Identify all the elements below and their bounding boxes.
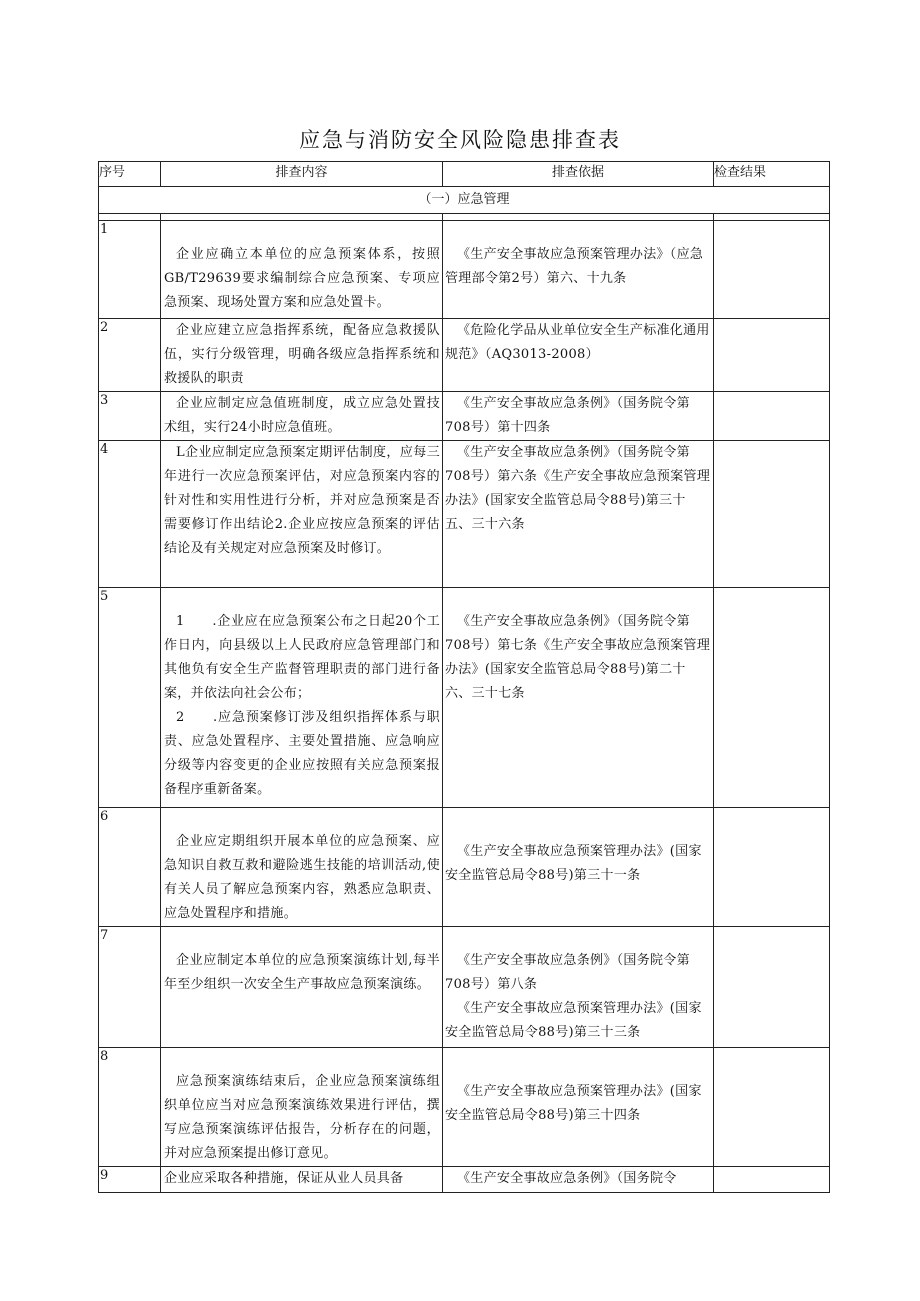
row-result: [714, 588, 830, 808]
section-title: （一）应急管理: [99, 187, 830, 214]
row-basis: 《生产安全事故应急条例》（国务院令第708号）第六条《生产安全事故应急预案管理办法》(国家安全监管总局令88号)第三十五、三十六条: [443, 441, 714, 588]
col-header-result: 检查结果: [714, 162, 830, 187]
row-number: 3: [99, 392, 161, 441]
row-basis: 《生产安全事故应急条例》（国务院令第708号）第七条《生产安全事故应急预案管理办法》(国家安全监管总局令88号)第二十六、三十七条: [443, 588, 714, 808]
row-basis-item: 《生产安全事故应急条例》（国务院令第708号）第八条: [445, 953, 690, 992]
table-row: [99, 1167, 830, 1193]
row-result: [714, 808, 830, 927]
row-content: 企业应定期组织开展本单位的应急预案、应急知识自救互救和避险逃生技能的培训活动,使有关人员了解应急预案内容，熟悉应急职责、应急处置程序和措施。: [161, 808, 443, 927]
row-basis: [443, 927, 714, 1048]
row-content: 企业应制定本单位的应急预案演练计划,每半年至少组织一次安全生产事故应急预案演练。: [161, 927, 443, 1048]
spacer-cell: [161, 214, 443, 221]
row-content-item: 2 .应急预案修订涉及组织指挥体系与职责、应急处置程序、主要处置措施、应急响应分级等内容变更的企业应按照有关应急预案报备程序重新备案。: [164, 710, 440, 797]
spacer-cell: [443, 214, 714, 221]
row-number: 6: [99, 808, 161, 927]
row-content: 应急预案演练结束后，企业应急预案演练组织单位应当对应急预案演练效果进行评估，撰写应急预案演练评估报告，分析存在的问题，并对应急预案提出修订意见。: [161, 1048, 443, 1167]
row-basis-item: 《生产安全事故应急预案管理办法》(国家安全监管总局令88号)第三十一条: [445, 844, 702, 883]
row-content: [161, 588, 443, 808]
row-result: [714, 221, 830, 319]
row-result: [714, 392, 830, 441]
row-content: 企业应确立本单位的应急预案体系，按照GB/T29639要求编制综合应急预案、专项应急预案、现场处置方案和应急处置卡。: [161, 221, 443, 319]
row-result: [714, 441, 830, 588]
row-result: [714, 927, 830, 1048]
table-header-row: [99, 162, 830, 187]
row-content: 企业应建立应急指挥系统，配备应急救援队伍，实行分级管理，明确各级应急指挥系统和救援队的职责: [161, 319, 443, 392]
col-header-content: 排查内容: [161, 162, 443, 187]
row-number: 2: [99, 319, 161, 392]
page-title: 应急与消防安全风险隐患排查表: [299, 128, 621, 152]
row-number: 4: [99, 441, 161, 588]
row-content-item: 1 .企业应在应急预案公布之日起20个工作日内，向县级以上人民政府应急管理部门和其他负有安全生产监督管理职责的部门进行备案，并依法向社会公布；: [164, 614, 440, 701]
row-basis-item: 《生产安全事故应急预案管理办法》(国家安全监管总局令88号)第三十三条: [445, 1001, 702, 1040]
row-basis: 《生产安全事故应急预案管理办法》（应急管理部令第2号）第六、十九条: [443, 221, 714, 319]
col-header-basis: 排查依据: [443, 162, 714, 187]
table-row: [99, 441, 830, 588]
row-number: 9: [99, 1167, 161, 1193]
table-row: [99, 221, 830, 319]
row-number: 1: [99, 221, 161, 319]
spacer-cell: [99, 214, 161, 221]
table-row: [99, 588, 830, 808]
col-header-no: 序号: [99, 162, 161, 187]
row-number: 8: [99, 1048, 161, 1167]
row-basis: 《生产安全事故应急条例》（国务院令: [443, 1167, 714, 1193]
spacer-cell: [714, 214, 830, 221]
spacer-row: [99, 214, 830, 221]
table-row: [99, 319, 830, 392]
row-basis: [443, 1048, 714, 1167]
inspection-table: [98, 161, 830, 1193]
row-basis-item: 《生产安全事故应急预案管理办法》(国家安全监管总局令88号)第三十四条: [445, 1084, 702, 1123]
row-number: 5: [99, 588, 161, 808]
table-row: [99, 1048, 830, 1167]
row-result: [714, 1048, 830, 1167]
row-basis: [443, 808, 714, 927]
table-row: [99, 927, 830, 1048]
row-basis: 《危险化学品从业单位安全生产标准化通用规范》（AQ3013-2008）: [443, 319, 714, 392]
row-result: [714, 1167, 830, 1193]
row-basis: 《生产安全事故应急条例》（国务院令第708号）第十四条: [443, 392, 714, 441]
row-content: 企业应制定应急值班制度，成立应急处置技术组，实行24小时应急值班。: [161, 392, 443, 441]
row-content: L企业应制定应急预案定期评估制度，应每三年进行一次应急预案评估，对应急预案内容的针对性和实用性进行分析，并对应急预案是否需要修订作出结论2.企业应按应急预案的评估结论及有关规定对应急预案及时修订。: [161, 441, 443, 588]
table-row: [99, 808, 830, 927]
row-result: [714, 319, 830, 392]
row-number: 7: [99, 927, 161, 1048]
table-row: [99, 392, 830, 441]
section-row: [99, 187, 830, 214]
row-content: 企业应采取各种措施，保证从业人员具备: [161, 1167, 443, 1193]
